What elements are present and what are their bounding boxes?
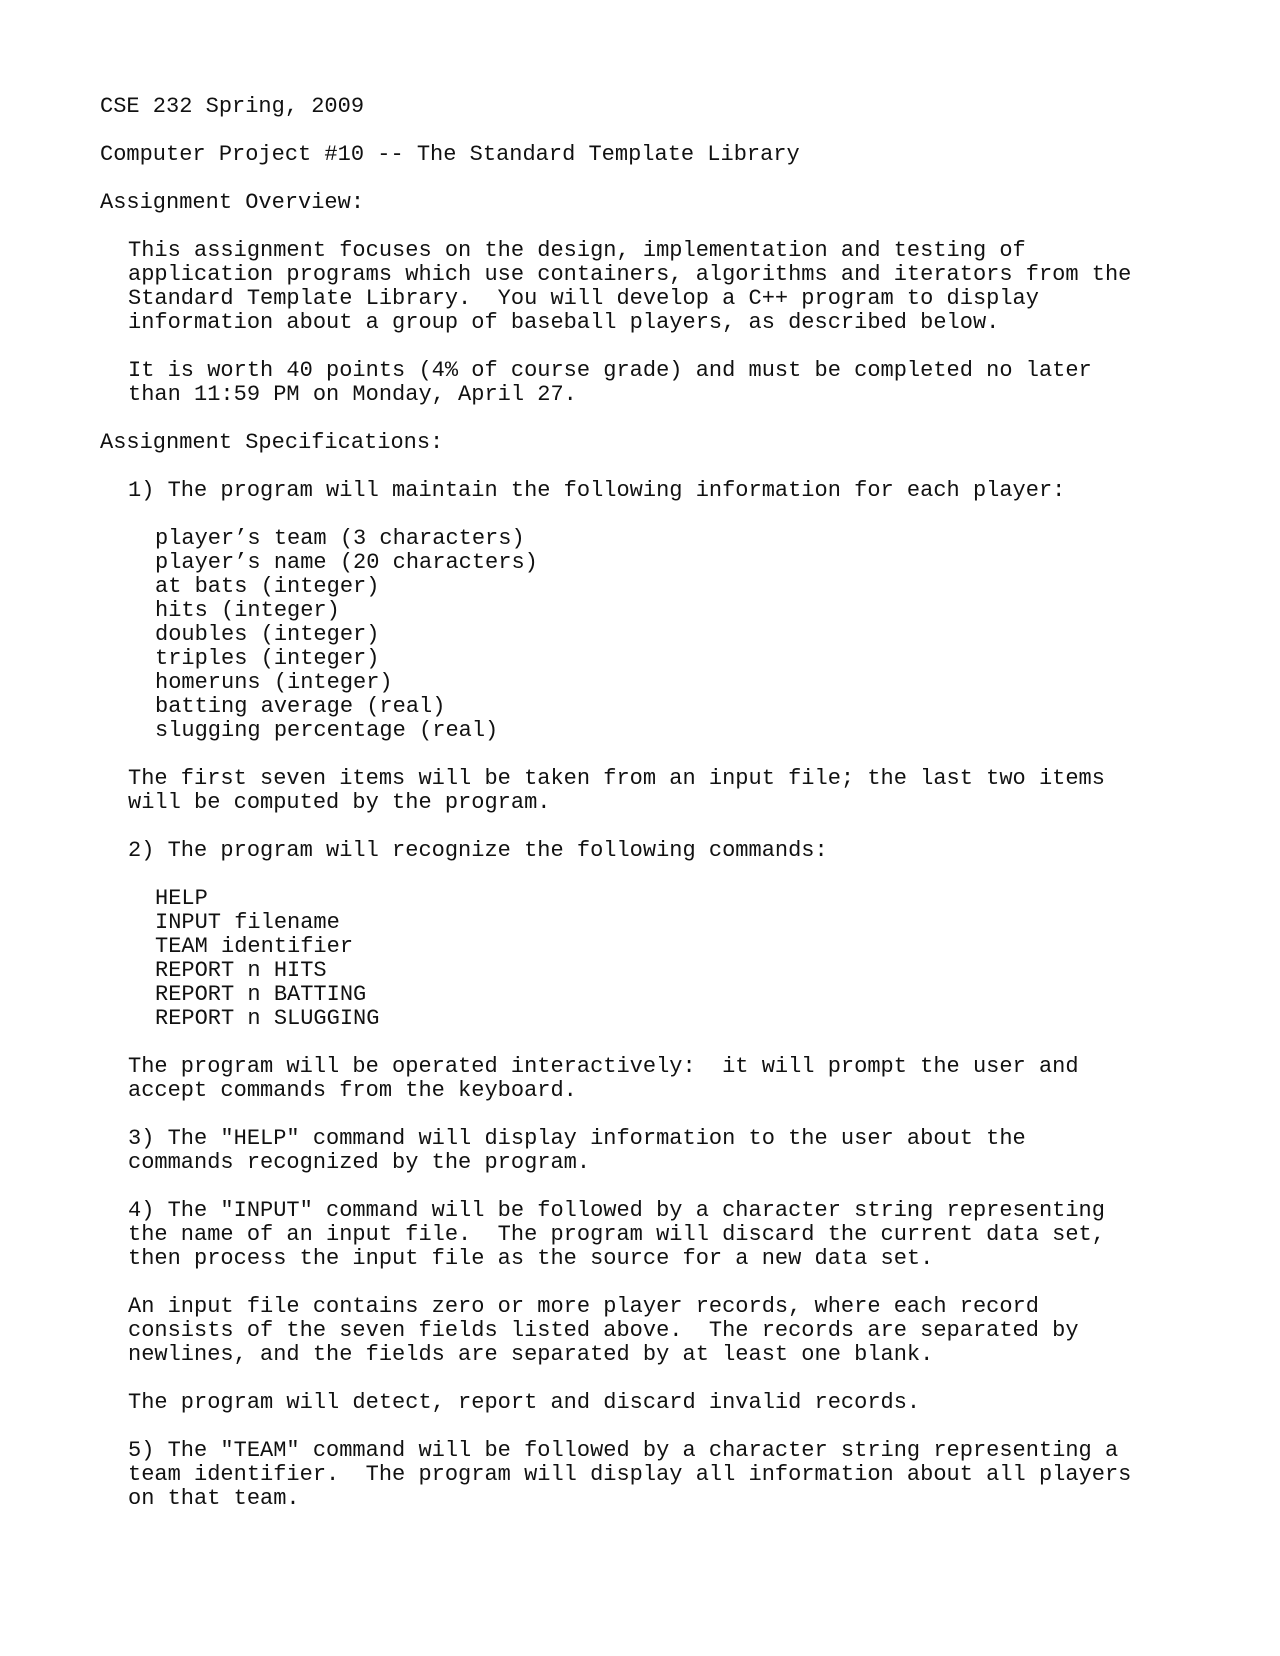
text-line: 5) The "TEAM" command will be followed by a character string representing a — [128, 1438, 1119, 1463]
project-title-line: Computer Project #10 -- The Standard Template Library — [100, 142, 800, 167]
list-item: doubles (integer) — [155, 622, 380, 647]
text-line: team identifier. The program will display all information about all players — [128, 1462, 1132, 1487]
player-fields-list — [100, 527, 1260, 743]
overview-paragraph-2 — [100, 359, 1260, 407]
spec-item-1 — [100, 479, 1260, 503]
list-item: REPORT n BATTING — [155, 982, 367, 1007]
list-item: at bats (integer) — [155, 574, 380, 599]
spec-item-4 — [100, 1199, 1260, 1271]
text-line: accept commands from the keyboard. — [128, 1078, 577, 1103]
text-line: An input file contains zero or more player records, where each record — [128, 1294, 1039, 1319]
spec-item-5 — [100, 1439, 1260, 1511]
text-line: on that team. — [128, 1486, 300, 1511]
overview-heading — [100, 191, 1260, 215]
document-page — [100, 95, 1260, 1535]
course-header — [100, 95, 1260, 119]
text-line: 1) The program will maintain the following information for each player: — [128, 478, 1066, 503]
overview-heading-line: Assignment Overview: — [100, 190, 365, 215]
text-line: 2) The program will recognize the following commands: — [128, 838, 828, 863]
spec-item-2-note — [100, 1055, 1260, 1103]
text-line: It is worth 40 points (4% of course grade) and must be completed no later — [128, 358, 1092, 383]
list-item: TEAM identifier — [155, 934, 354, 959]
text-line: Standard Template Library. You will develop a C++ program to display — [128, 286, 1039, 311]
text-line: The first seven items will be taken from an input file; the last two items — [128, 766, 1105, 791]
project-title — [100, 143, 1260, 167]
list-item: hits (integer) — [155, 598, 340, 623]
list-item: player’s team (3 characters) — [155, 526, 525, 551]
text-line: application programs which use containers, algorithms and iterators from the — [128, 262, 1132, 287]
list-item: batting average (real) — [155, 694, 446, 719]
text-line: consists of the seven fields listed above. The records are separated by — [128, 1318, 1079, 1343]
list-item: INPUT filename — [155, 910, 340, 935]
spec-item-1-note — [100, 767, 1260, 815]
list-item: triples (integer) — [155, 646, 380, 671]
text-line: than 11:59 PM on Monday, April 27. — [128, 382, 577, 407]
spec-item-4-note-1 — [100, 1295, 1260, 1367]
text-line: then process the input file as the source for a new data set. — [128, 1246, 934, 1271]
text-line: The program will be operated interactively: it will prompt the user and — [128, 1054, 1079, 1079]
text-line: The program will detect, report and discard invalid records. — [128, 1390, 921, 1415]
text-line: This assignment focuses on the design, implementation and testing of — [128, 238, 1026, 263]
specifications-heading — [100, 431, 1260, 455]
text-line: information about a group of baseball players, as described below. — [128, 310, 1000, 335]
course-line: CSE 232 Spring, 2009 — [100, 94, 365, 119]
list-item: slugging percentage (real) — [155, 718, 499, 743]
list-item: HELP — [155, 886, 208, 911]
list-item: homeruns (integer) — [155, 670, 393, 695]
spec-item-4-note-2 — [100, 1391, 1260, 1415]
list-item: REPORT n SLUGGING — [155, 1006, 380, 1031]
text-line: the name of an input file. The program will discard the current data set, — [128, 1222, 1105, 1247]
specifications-heading-line: Assignment Specifications: — [100, 430, 444, 455]
text-line: commands recognized by the program. — [128, 1150, 591, 1175]
text-line: will be computed by the program. — [128, 790, 551, 815]
list-item: REPORT n HITS — [155, 958, 327, 983]
text-line: 3) The "HELP" command will display information to the user about the — [128, 1126, 1026, 1151]
text-line: newlines, and the fields are separated by at least one blank. — [128, 1342, 934, 1367]
list-item: player’s name (20 characters) — [155, 550, 538, 575]
text-line: 4) The "INPUT" command will be followed by a character string representing — [128, 1198, 1105, 1223]
commands-list — [100, 887, 1260, 1031]
overview-paragraph-1 — [100, 239, 1260, 335]
spec-item-2 — [100, 839, 1260, 863]
spec-item-3 — [100, 1127, 1260, 1175]
